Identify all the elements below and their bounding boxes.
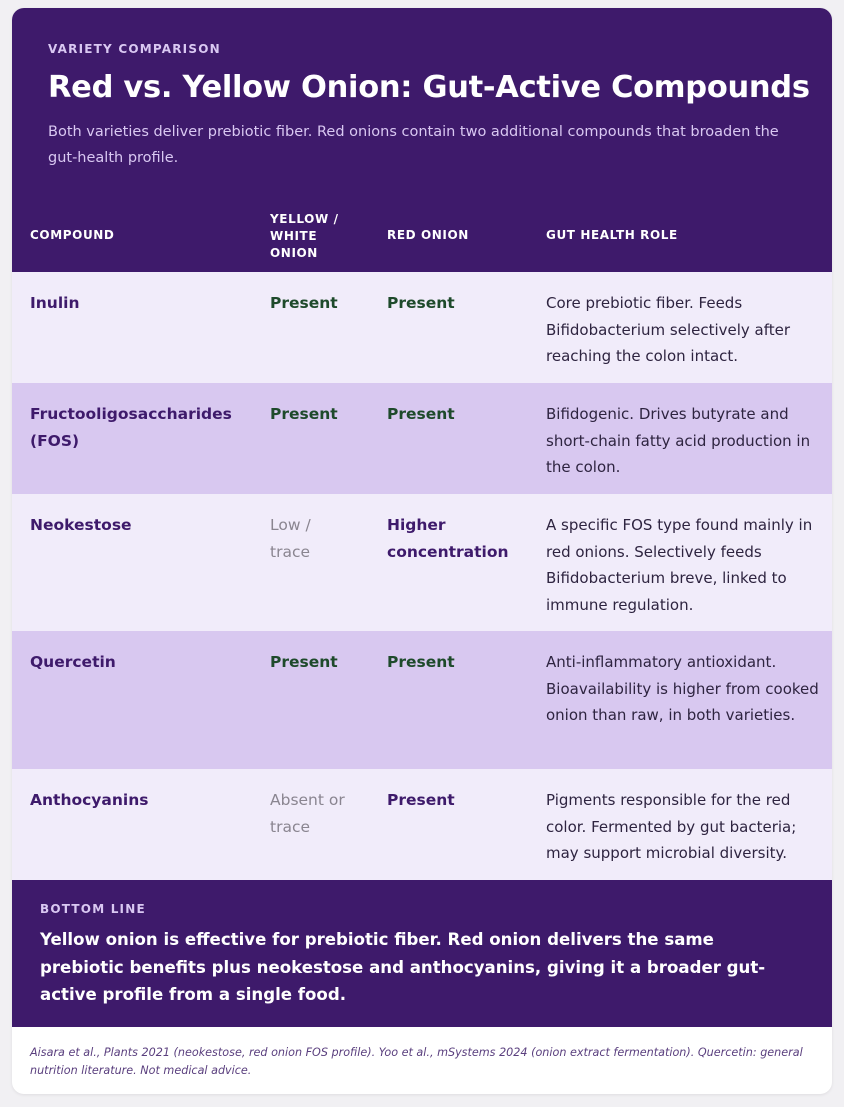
yellow-onion-value: Present bbox=[270, 294, 338, 312]
red-onion-value: Higher concentration bbox=[387, 516, 509, 561]
gut-health-role: Anti-inflammatory antioxidant. Bioavailability is higher from cooked onion than raw, in both varieties. bbox=[546, 653, 819, 724]
compound-name: Neokestose bbox=[30, 516, 132, 534]
bottom-line-panel bbox=[12, 880, 832, 1027]
gut-health-role: Core prebiotic fiber. Feeds Bifidobacterium selectively after reaching the colon intact. bbox=[546, 294, 791, 365]
table-row bbox=[12, 272, 832, 383]
table-row bbox=[12, 383, 832, 494]
bottom-line-text: Yellow onion is effective for prebiotic fiber. Red onion delivers the same prebiotic benefits plus neokestose and anthocyanins, giving it a broader gut-active profile from a single food. bbox=[40, 930, 766, 1004]
table-header bbox=[12, 199, 832, 272]
yellow-onion-value: Low / trace bbox=[270, 516, 311, 561]
column-header-gut-health-role: GUT HEALTH ROLE bbox=[546, 228, 678, 242]
compound-name: Quercetin bbox=[30, 653, 116, 671]
table-row bbox=[12, 494, 832, 631]
gut-health-role: Pigments responsible for the red color. Fermented by gut bacteria; may support microbial diversity. bbox=[546, 791, 797, 862]
comparison-card bbox=[12, 8, 832, 1094]
yellow-onion-value: Present bbox=[270, 653, 338, 671]
source-footnote: Aisara et al., Plants 2021 (neokestose, red onion FOS profile). Yoo et al., mSystems 2024 (onion extract fermentation). Quercetin: general nutrition literature. Not medical advice. bbox=[30, 1046, 803, 1077]
gut-health-role: A specific FOS type found mainly in red onions. Selectively feeds Bifidobacterium breve, linked to immune regulation. bbox=[546, 516, 813, 614]
column-header-red-onion: RED ONION bbox=[387, 228, 469, 242]
compound-name: Anthocyanins bbox=[30, 791, 149, 809]
column-header-yellow-onion: YELLOW / WHITE ONION bbox=[270, 212, 339, 260]
yellow-onion-value: Present bbox=[270, 405, 338, 423]
red-onion-value: Present bbox=[387, 294, 455, 312]
table-row bbox=[12, 769, 832, 880]
gut-health-role: Bifidogenic. Drives butyrate and short-chain fatty acid production in the colon. bbox=[546, 405, 811, 476]
column-header-compound: COMPOUND bbox=[30, 228, 115, 242]
yellow-onion-value: Absent or trace bbox=[270, 791, 345, 836]
red-onion-value: Present bbox=[387, 653, 455, 671]
page-subtitle: Both varieties deliver prebiotic fiber. Red onions contain two additional compounds that broaden the gut-health profile. bbox=[48, 124, 779, 166]
compound-name: Inulin bbox=[30, 294, 80, 312]
table-row bbox=[12, 631, 832, 769]
bottom-line-label: BOTTOM LINE bbox=[40, 902, 146, 916]
compound-name: Fructooligosaccharides (FOS) bbox=[30, 405, 232, 450]
card-header bbox=[12, 8, 832, 199]
eyebrow-label: VARIETY COMPARISON bbox=[48, 42, 221, 56]
red-onion-value: Present bbox=[387, 405, 455, 423]
page-title: Red vs. Yellow Onion: Gut-Active Compounds bbox=[48, 70, 810, 105]
red-onion-value: Present bbox=[387, 791, 455, 809]
